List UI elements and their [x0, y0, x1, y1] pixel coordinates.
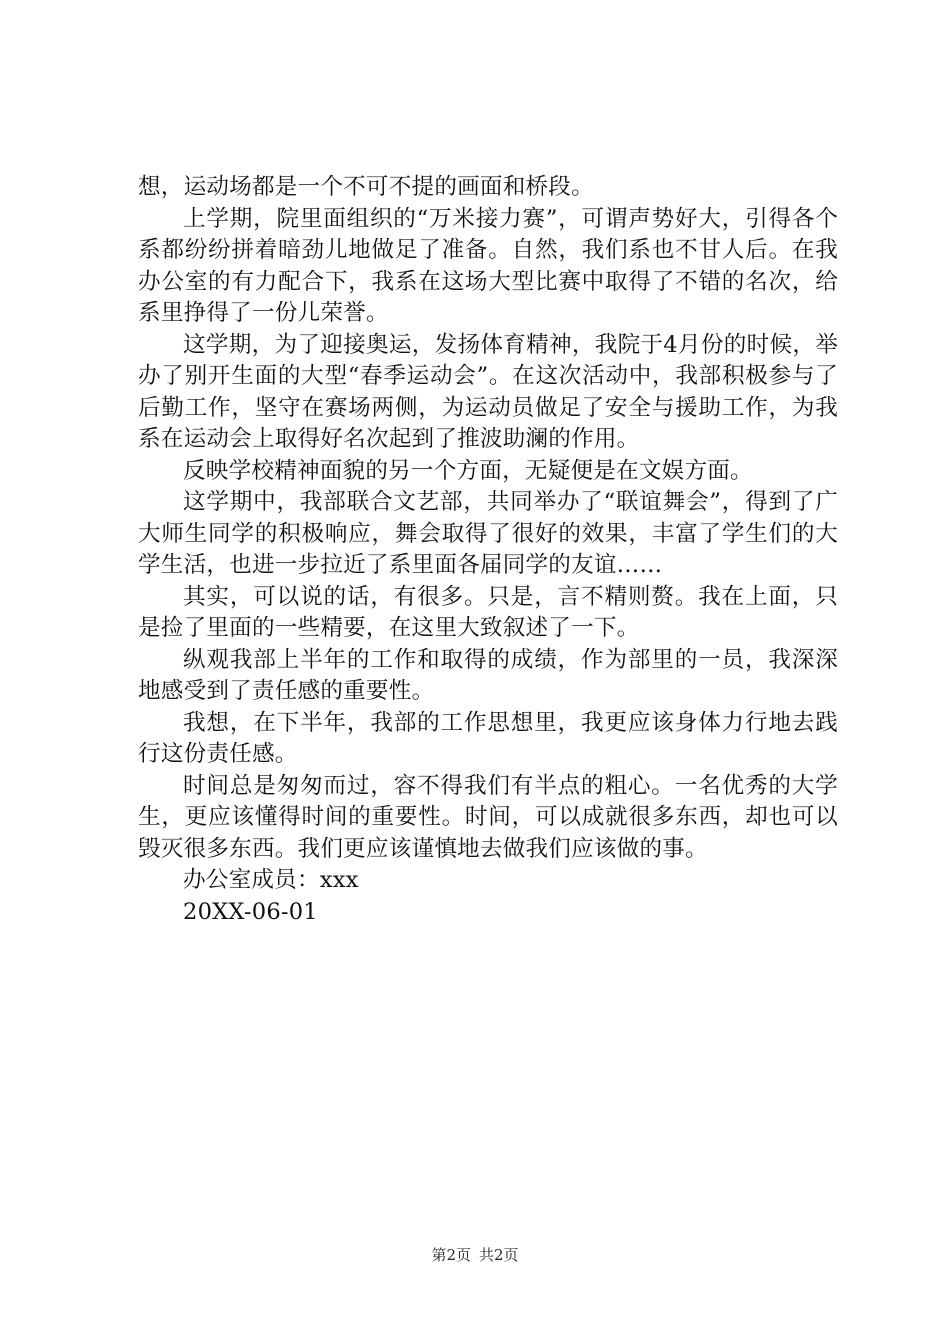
page-number-total: 共2页	[479, 1246, 519, 1264]
paragraph-time: 时间总是匆匆而过，容不得我们有半点的粗心。一名优秀的大学生，更应该懂得时间的重要性。时间，可以成就很多东西，却也可以毁灭很多东西。我们更应该谨慎地去做我们应该做的事。	[138, 772, 838, 862]
paragraph-continuation: 想，运动场都是一个不可不提的画面和桥段。	[138, 174, 594, 200]
paragraph-next-half-year: 我想，在下半年，我部的工作思想里，我更应该身体力行地去践行这份责任感。	[138, 709, 838, 767]
paragraph-relay-race: 上学期，院里面组织的“万米接力赛”，可谓声势好大，引得各个系都纷纷拼着暗劲儿地做足了准备。自然，我们系也不甘人后。在我办公室的有力配合下，我系在这场大型比赛中取得了不错的名次，给系里挣得了一份儿荣誉。	[138, 205, 838, 326]
date: 20XX-06-01	[183, 898, 318, 925]
paragraph-entertainment-intro: 反映学校精神面貌的另一个方面，无疑便是在文娱方面。	[183, 457, 753, 484]
paragraph-summary: 其实，可以说的话，有很多。只是，言不精则赘。我在上面，只是捡了里面的一些精要，在这里大致叙述了一下。	[138, 583, 838, 641]
paragraph-dance-party: 这学期中，我部联合文艺部，共同举办了“联谊舞会”，得到了广大师生同学的积极响应，舞会取得了很好的效果，丰富了学生们的大学生活，也进一步拉近了系里面各届同学的友谊……	[138, 489, 838, 578]
page-footer	[0, 1244, 950, 1265]
paragraph-responsibility: 纵观我部上半年的工作和取得的成绩，作为部里的一员，我深深地感受到了责任感的重要性。	[138, 646, 838, 704]
page-number-current: 第2页	[431, 1246, 471, 1264]
document-body	[138, 172, 838, 928]
signature: 办公室成员：xxx	[183, 867, 359, 893]
paragraph-sports-meet: 这学期，为了迎接奥运，发扬体育精神，我院于4月份的时候，举办了别开生面的大型“春季运动会”。在这次活动中，我部积极参与了后勤工作，坚守在赛场两侧，为运动员做足了安全与援助工作，为我系在运动会上取得好名次起到了推波助澜的作用。	[138, 331, 838, 452]
